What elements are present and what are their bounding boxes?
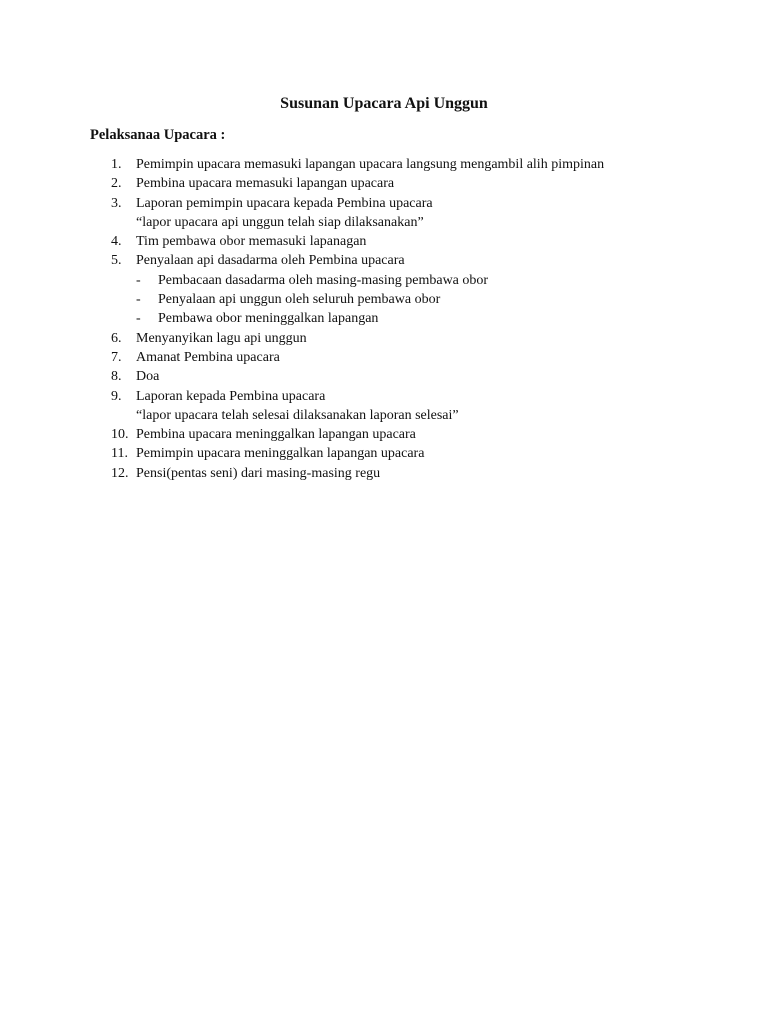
list-item-text: Penyalaan api dasadarma oleh Pembina upacara — [136, 253, 405, 269]
list-item-number: 12. — [111, 465, 129, 481]
list-item-number: 8. — [111, 369, 122, 385]
list-item-quote-text: “lapor upacara telah selesai dilaksanakan laporan selesai” — [136, 407, 459, 423]
list-item — [0, 329, 768, 348]
list-item-number: 11. — [111, 446, 128, 462]
sub-list-item-text: Pembacaan dasadarma oleh masing-masing pembawa obor — [158, 272, 489, 288]
list-item — [0, 348, 768, 367]
list-item-text: Pembina upacara meninggalkan lapangan upacara — [136, 427, 416, 443]
sub-list-marker: - — [136, 272, 141, 288]
list-item-text: Laporan kepada Pembina upacara — [136, 388, 326, 404]
list-item-number: 3. — [111, 195, 122, 211]
list-item-text: Pemimpin upacara memasuki lapangan upacara langsung mengambil alih pimpinan — [136, 157, 605, 172]
list-item-number: 9. — [111, 388, 122, 404]
list-item — [0, 464, 768, 483]
list-item-quote-text: “lapor upacara api unggun telah siap dilaksanakan” — [136, 214, 424, 230]
list-item-text: Pemimpin upacara meninggalkan lapangan upacara — [136, 446, 425, 462]
ceremony-steps-list — [0, 155, 768, 483]
section-heading: Pelaksanaa Upacara : — [90, 127, 226, 143]
list-item-text: Pensi(pentas seni) dari masing-masing regu — [136, 465, 381, 481]
list-item-number: 1. — [111, 157, 122, 172]
list-item-text: Amanat Pembina upacara — [136, 349, 280, 365]
sub-list-item-text: Pembawa obor meninggalkan lapangan — [158, 311, 379, 327]
list-item — [0, 444, 768, 463]
list-item — [0, 232, 768, 251]
list-item-number: 6. — [111, 330, 122, 346]
list-item — [0, 155, 768, 174]
sub-list-item — [0, 309, 768, 328]
list-item — [0, 174, 768, 193]
sub-list-item — [0, 271, 768, 290]
list-item — [0, 194, 768, 213]
document-title: Susunan Upacara Api Unggun — [280, 95, 488, 112]
list-item-number: 5. — [111, 253, 122, 269]
sub-list-item-text: Penyalaan api unggun oleh seluruh pembawa obor — [158, 292, 441, 308]
list-item — [0, 387, 768, 406]
list-item-number: 2. — [111, 176, 122, 192]
list-item-number: 4. — [111, 234, 122, 250]
list-item-text: Menyanyikan lagu api unggun — [136, 330, 307, 346]
list-item — [0, 367, 768, 386]
list-item-text: Doa — [136, 369, 160, 385]
list-item-number: 7. — [111, 349, 122, 365]
list-item-quote — [0, 213, 768, 232]
sub-list-item — [0, 290, 768, 309]
list-item — [0, 425, 768, 444]
list-item-number: 10. — [111, 427, 129, 443]
sub-list-marker: - — [136, 292, 141, 308]
list-item-text: Laporan pemimpin upacara kepada Pembina upacara — [136, 195, 433, 211]
list-item-quote — [0, 406, 768, 425]
sub-list-marker: - — [136, 311, 141, 327]
list-item-text: Pembina upacara memasuki lapangan upacara — [136, 176, 395, 192]
list-item — [0, 251, 768, 270]
list-item-text: Tim pembawa obor memasuki lapanagan — [136, 234, 367, 250]
